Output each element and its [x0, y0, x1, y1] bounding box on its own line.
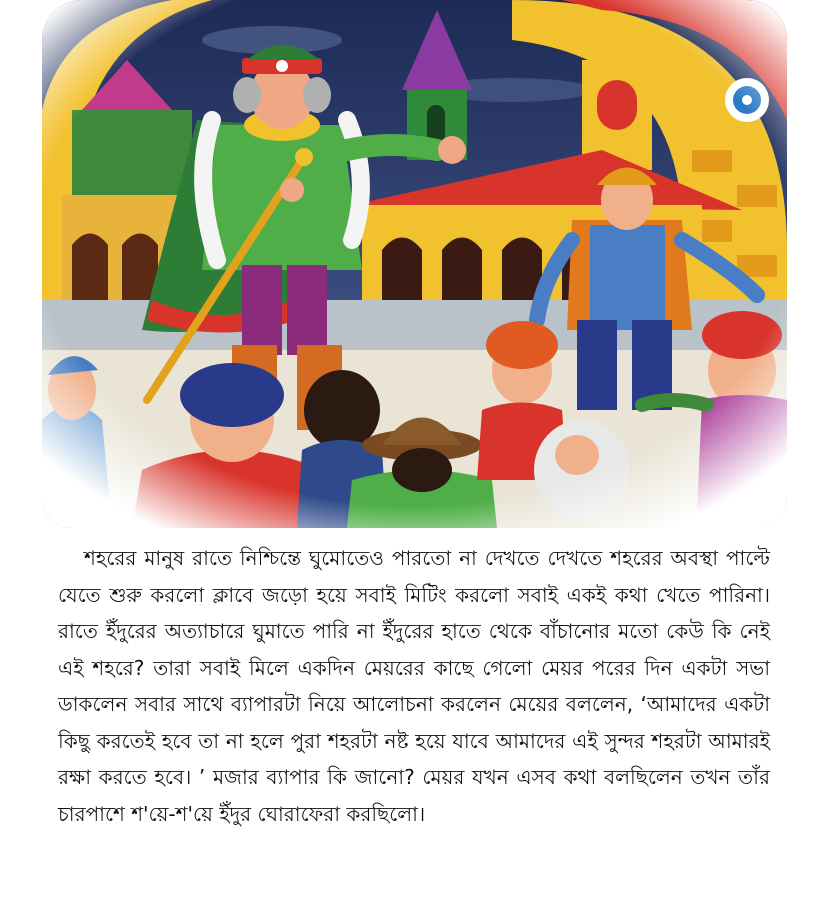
illustration-art	[42, 0, 787, 528]
mayor-addressing-townspeople-illustration	[42, 0, 787, 528]
story-paragraph: শহরের মানুষ রাতে নিশ্চিন্তে ঘুমোতেও পারতো না দেখতে দেখতে শহরের অবস্থা পাল্টে যেতে শুরু করলো ক্লাবে জড়ো হয়ে সবাই মিটিং করলো সবাই একই কথা খেতে পারিনা। রাতে ইঁদুরের অত্যাচারে ঘুমাতে পারি না ইঁদুরের হাতে থেকে বাঁচানোর মতো কেউ কি নেই এই শহরে? তারা সবাই মিলে একদিন মেয়রের কাছে গেলো মেয়র পরের দিন একটা সভা ডাকলেন সবার সাথে ব্যাপারটা নিয়ে আলোচনা করলেন মেয়ের বললেন, ‘আমাদের একটা কিছু করতেই হবে তা না হলে পুরা শহরটা নষ্ট হয়ে যাবে আমাদের এই সুন্দর শহরটা আমারই রক্ষা করতে হবে। ’ মজার ব্যাপার কি জানো? মেয়র যখন এসব কথা বলছিলেন তখন তাঁর চারপাশে শ'য়ে-শ'য়ে ইঁদুর ঘোরাফেরা করছিলো।	[58, 546, 770, 826]
